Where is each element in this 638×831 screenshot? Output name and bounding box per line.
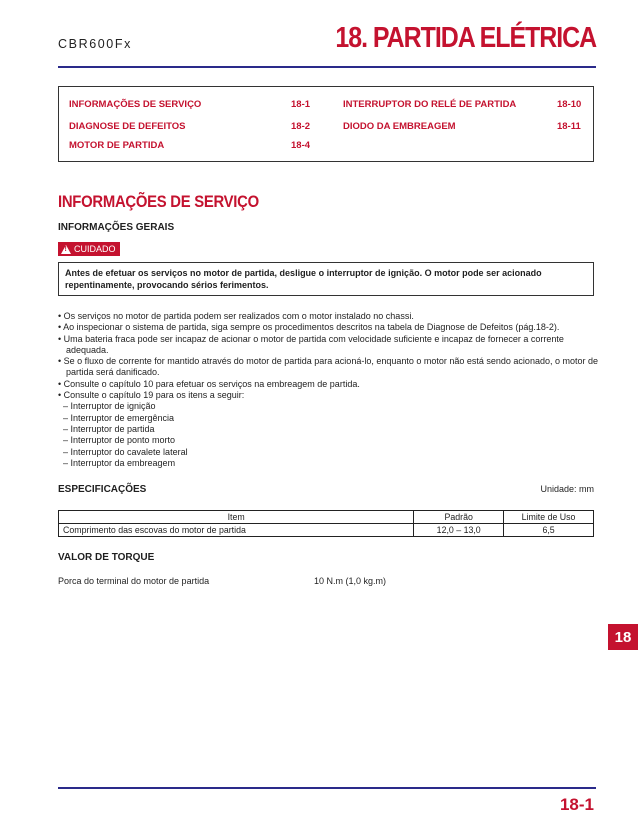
toc-item-label[interactable]: MOTOR DE PARTIDA [69, 140, 165, 151]
caution-badge [58, 242, 120, 256]
caution-box: Antes de efetuar os serviços no motor de partida, desligue o interruptor de ignição. O motor pode ser acionado repentinamente, provocando sérios ferimentos. [58, 262, 594, 296]
torque-label: Porca do terminal do motor de partida [58, 576, 210, 586]
toc-item-label[interactable]: INTERRUPTOR DO RELÉ DE PARTIDA [343, 99, 517, 110]
model-name: CBR600Fx [58, 37, 132, 51]
chapter-title: 18. PARTIDA ELÉTRICA [335, 22, 596, 54]
toc-item-page[interactable]: 18-11 [557, 121, 581, 132]
section-title: INFORMAÇÕES DE SERVIÇO [58, 193, 259, 211]
bullet-item: • Uma bateria fraca pode ser incapaz de acionar o motor de partida com velocidade suficiente e incapaz de fornecer a corrente adequada. [58, 333, 564, 355]
table-of-contents [58, 86, 594, 162]
toc-item-page[interactable]: 18-2 [291, 121, 311, 132]
specs-unit: Unidade: mm [540, 484, 594, 494]
toc-item-label[interactable]: DIAGNOSE DE DEFEITOS [69, 121, 186, 132]
bullet-item: • Ao inspecionar o sistema de partida, siga sempre os procedimentos descritos na tabela de Diagnose de Defeitos (pág.18-2). [58, 322, 560, 333]
table-row [59, 524, 594, 537]
specs-title: ESPECIFICAÇÕES [58, 484, 147, 495]
bullet-item: • Consulte o capítulo 19 para os itens a seguir: [58, 390, 245, 401]
bullet-item: • Se o fluxo de corrente for mantido através do motor de partida para acioná-lo, enquanto o motor não está sendo acionado, o motor de partida será danificado. [58, 356, 598, 378]
column-header: Limite de Uso [504, 511, 594, 524]
torque-title: VALOR DE TORQUE [58, 552, 155, 563]
column-header: Padrão [414, 511, 504, 524]
toc-item-page[interactable]: 18-4 [291, 140, 311, 151]
toc-item-label[interactable]: DIODO DA EMBREAGEM [343, 121, 456, 132]
sub-item: – Interruptor da embreagem [63, 457, 176, 468]
service-notes [58, 311, 603, 469]
sub-item: – Interruptor de partida [63, 423, 155, 434]
page-number: 18-1 [559, 795, 594, 814]
column-header: Item [59, 511, 414, 524]
bullet-item: • Consulte o capítulo 10 para efetuar os serviços na embreagem de partida. [58, 378, 360, 389]
header-rule [58, 66, 596, 68]
table-cell: 12,0 – 13,0 [414, 524, 504, 537]
chapter-tab[interactable]: 18 [608, 624, 638, 650]
general-info-title: INFORMAÇÕES GERAIS [58, 222, 175, 233]
table-cell: Comprimento das escovas do motor de partida [59, 524, 414, 537]
bullet-item: • Os serviços no motor de partida podem ser realizados com o motor instalado no chassi. [58, 311, 414, 321]
toc-item-page[interactable]: 18-10 [557, 99, 582, 110]
sub-item: – Interruptor de ponto morto [63, 435, 176, 446]
warning-icon: ! [61, 245, 71, 254]
caution-label: CUIDADO [74, 244, 116, 254]
sub-item: – Interruptor de ignição [63, 401, 156, 412]
table-cell: 6,5 [504, 524, 594, 537]
sub-item: – Interruptor de emergência [63, 412, 175, 423]
sub-item: – Interruptor do cavalete lateral [63, 446, 188, 457]
specs-table [58, 510, 594, 537]
footer-rule [58, 787, 596, 789]
toc-item-page[interactable]: 18-1 [291, 99, 311, 110]
toc-item-label[interactable]: INFORMAÇÕES DE SERVIÇO [69, 99, 202, 110]
table-header-row [59, 511, 594, 524]
torque-value: 10 N.m (1,0 kg.m) [314, 576, 387, 586]
